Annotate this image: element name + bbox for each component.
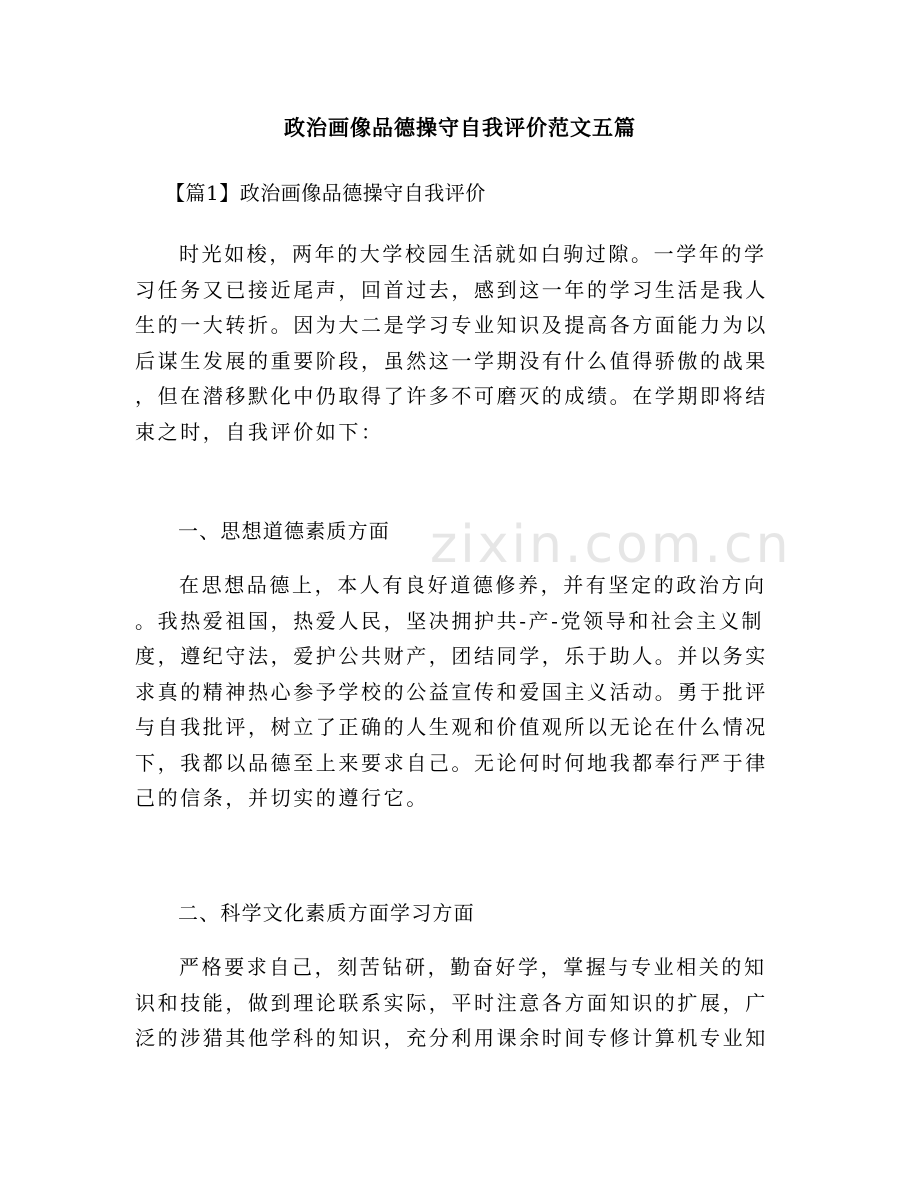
paragraph-line: 下，我都以品德至上来要求自己。无论何时何地我都奉行严于律 xyxy=(135,750,768,775)
watermark: zixin.com.cn xyxy=(430,515,792,575)
paragraph-line: 求真的精神热心参予学校的公益宣传和爱国主义活动。勇于批评 xyxy=(135,679,768,704)
paragraph-3 xyxy=(135,950,790,1057)
paragraph-line: 。我热爱祖国，热爱人民，坚决拥护共-产-党领导和社会主义制 xyxy=(135,608,764,633)
paragraph-1 xyxy=(135,237,790,450)
paragraph-line: 泛的涉猎其他学科的知识，充分利用课余时间专修计算机专业知 xyxy=(135,1026,768,1050)
section-heading: 【篇1】政治画像品德操守自我评价 xyxy=(165,181,486,205)
paragraph-line: 时光如梭，两年的大学校园生活就如白驹过隙。一学年的学 xyxy=(179,242,767,266)
paragraph-line: 在思想品德上，本人有良好道德修养，并有坚定的政治方向 xyxy=(179,573,767,597)
paragraph-line: 生的一大转折。因为大二是学习专业知识及提高各方面能力为以 xyxy=(135,313,768,337)
paragraph-line: 识和技能，做到理论联系实际，平时注意各方面知识的扩展，广 xyxy=(135,990,768,1015)
paragraph-line: 与自我批评，树立了正确的人生观和价值观所以无论在什么情况 xyxy=(135,715,768,739)
document-title: 政治画像品德操守自我评价范文五篇 xyxy=(284,116,636,140)
paragraph-line: 习任务又已接近尾声，回首过去，感到这一年的学习生活是我人 xyxy=(135,277,768,302)
paragraph-line: 度，遵纪守法，爱护公共财产，团结同学，乐于助人。并以务实 xyxy=(135,644,768,668)
heading-science-culture: 二、科学文化素质方面学习方面 xyxy=(178,901,475,925)
paragraph-line: 束之时，自我评价如下： xyxy=(135,419,384,444)
heading-moral-quality: 一、思想道德素质方面 xyxy=(178,519,390,543)
paragraph-line: 严格要求自己，刻苦钻研，勤奋好学，掌握与专业相关的知 xyxy=(179,955,767,979)
paragraph-line: 己的信条，并切实的遵行它。 xyxy=(135,786,429,810)
paragraph-line: ，但在潜移默化中仍取得了许多不可磨灭的成绩。在学期即将结 xyxy=(135,384,768,408)
paragraph-line: 后谋生发展的重要阶段，虽然这一学期没有什么值得骄傲的战果 xyxy=(135,348,768,373)
paragraph-2 xyxy=(135,568,790,817)
